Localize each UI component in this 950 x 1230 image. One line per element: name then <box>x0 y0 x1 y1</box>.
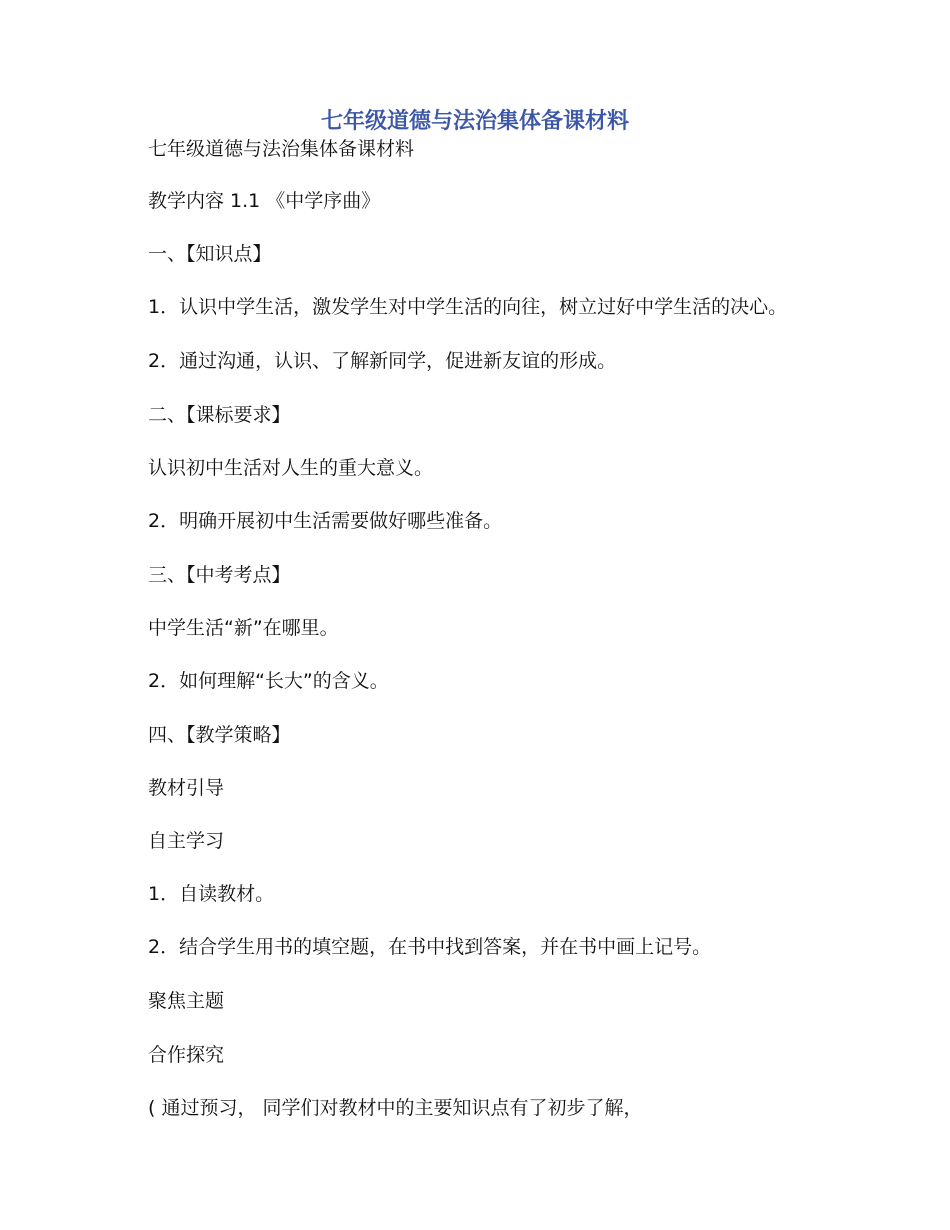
strategy-item-1: 1．自读教材。 <box>148 883 275 905</box>
section-heading-exam: 三、【中考考点】 <box>148 564 291 586</box>
strategy-line-cooperate: 合作探究 <box>148 1044 225 1066</box>
preview-paragraph: ( 通过预习， 同学们对教材中的主要知识点有了初步了解， <box>148 1097 643 1119</box>
document-title: 七年级道德与法治集体备课材料 <box>320 108 629 134</box>
strategy-item-2: 2．结合学生用书的填空题，在书中找到答案，并在书中画上记号。 <box>148 936 712 958</box>
curriculum-item-1: 认识初中生活对人生的重大意义。 <box>148 457 434 479</box>
section-heading-strategy: 四、【教学策略】 <box>148 724 291 746</box>
curriculum-item-2: 2．明确开展初中生活需要做好哪些准备。 <box>148 510 503 532</box>
exam-item-1: 中学生活“新”在哪里。 <box>148 617 339 639</box>
teaching-content-line: 教学内容 1.1 《中学序曲》 <box>148 190 381 212</box>
strategy-line-self-study: 自主学习 <box>148 830 225 852</box>
section-heading-curriculum: 二、【课标要求】 <box>148 404 291 426</box>
exam-item-2: 2．如何理解“长大”的含义。 <box>148 670 389 692</box>
subtitle-line: 七年级道德与法治集体备课材料 <box>148 138 415 160</box>
knowledge-item-1: 1．认识中学生活，激发学生对中学生活的向往，树立过好中学生活的决心。 <box>148 296 788 318</box>
knowledge-item-2: 2．通过沟通，认识、了解新同学，促进新友谊的形成。 <box>148 350 617 372</box>
section-heading-knowledge: 一、【知识点】 <box>148 243 272 265</box>
strategy-line-focus: 聚焦主题 <box>148 990 225 1012</box>
strategy-line-guide: 教材引导 <box>148 777 225 799</box>
